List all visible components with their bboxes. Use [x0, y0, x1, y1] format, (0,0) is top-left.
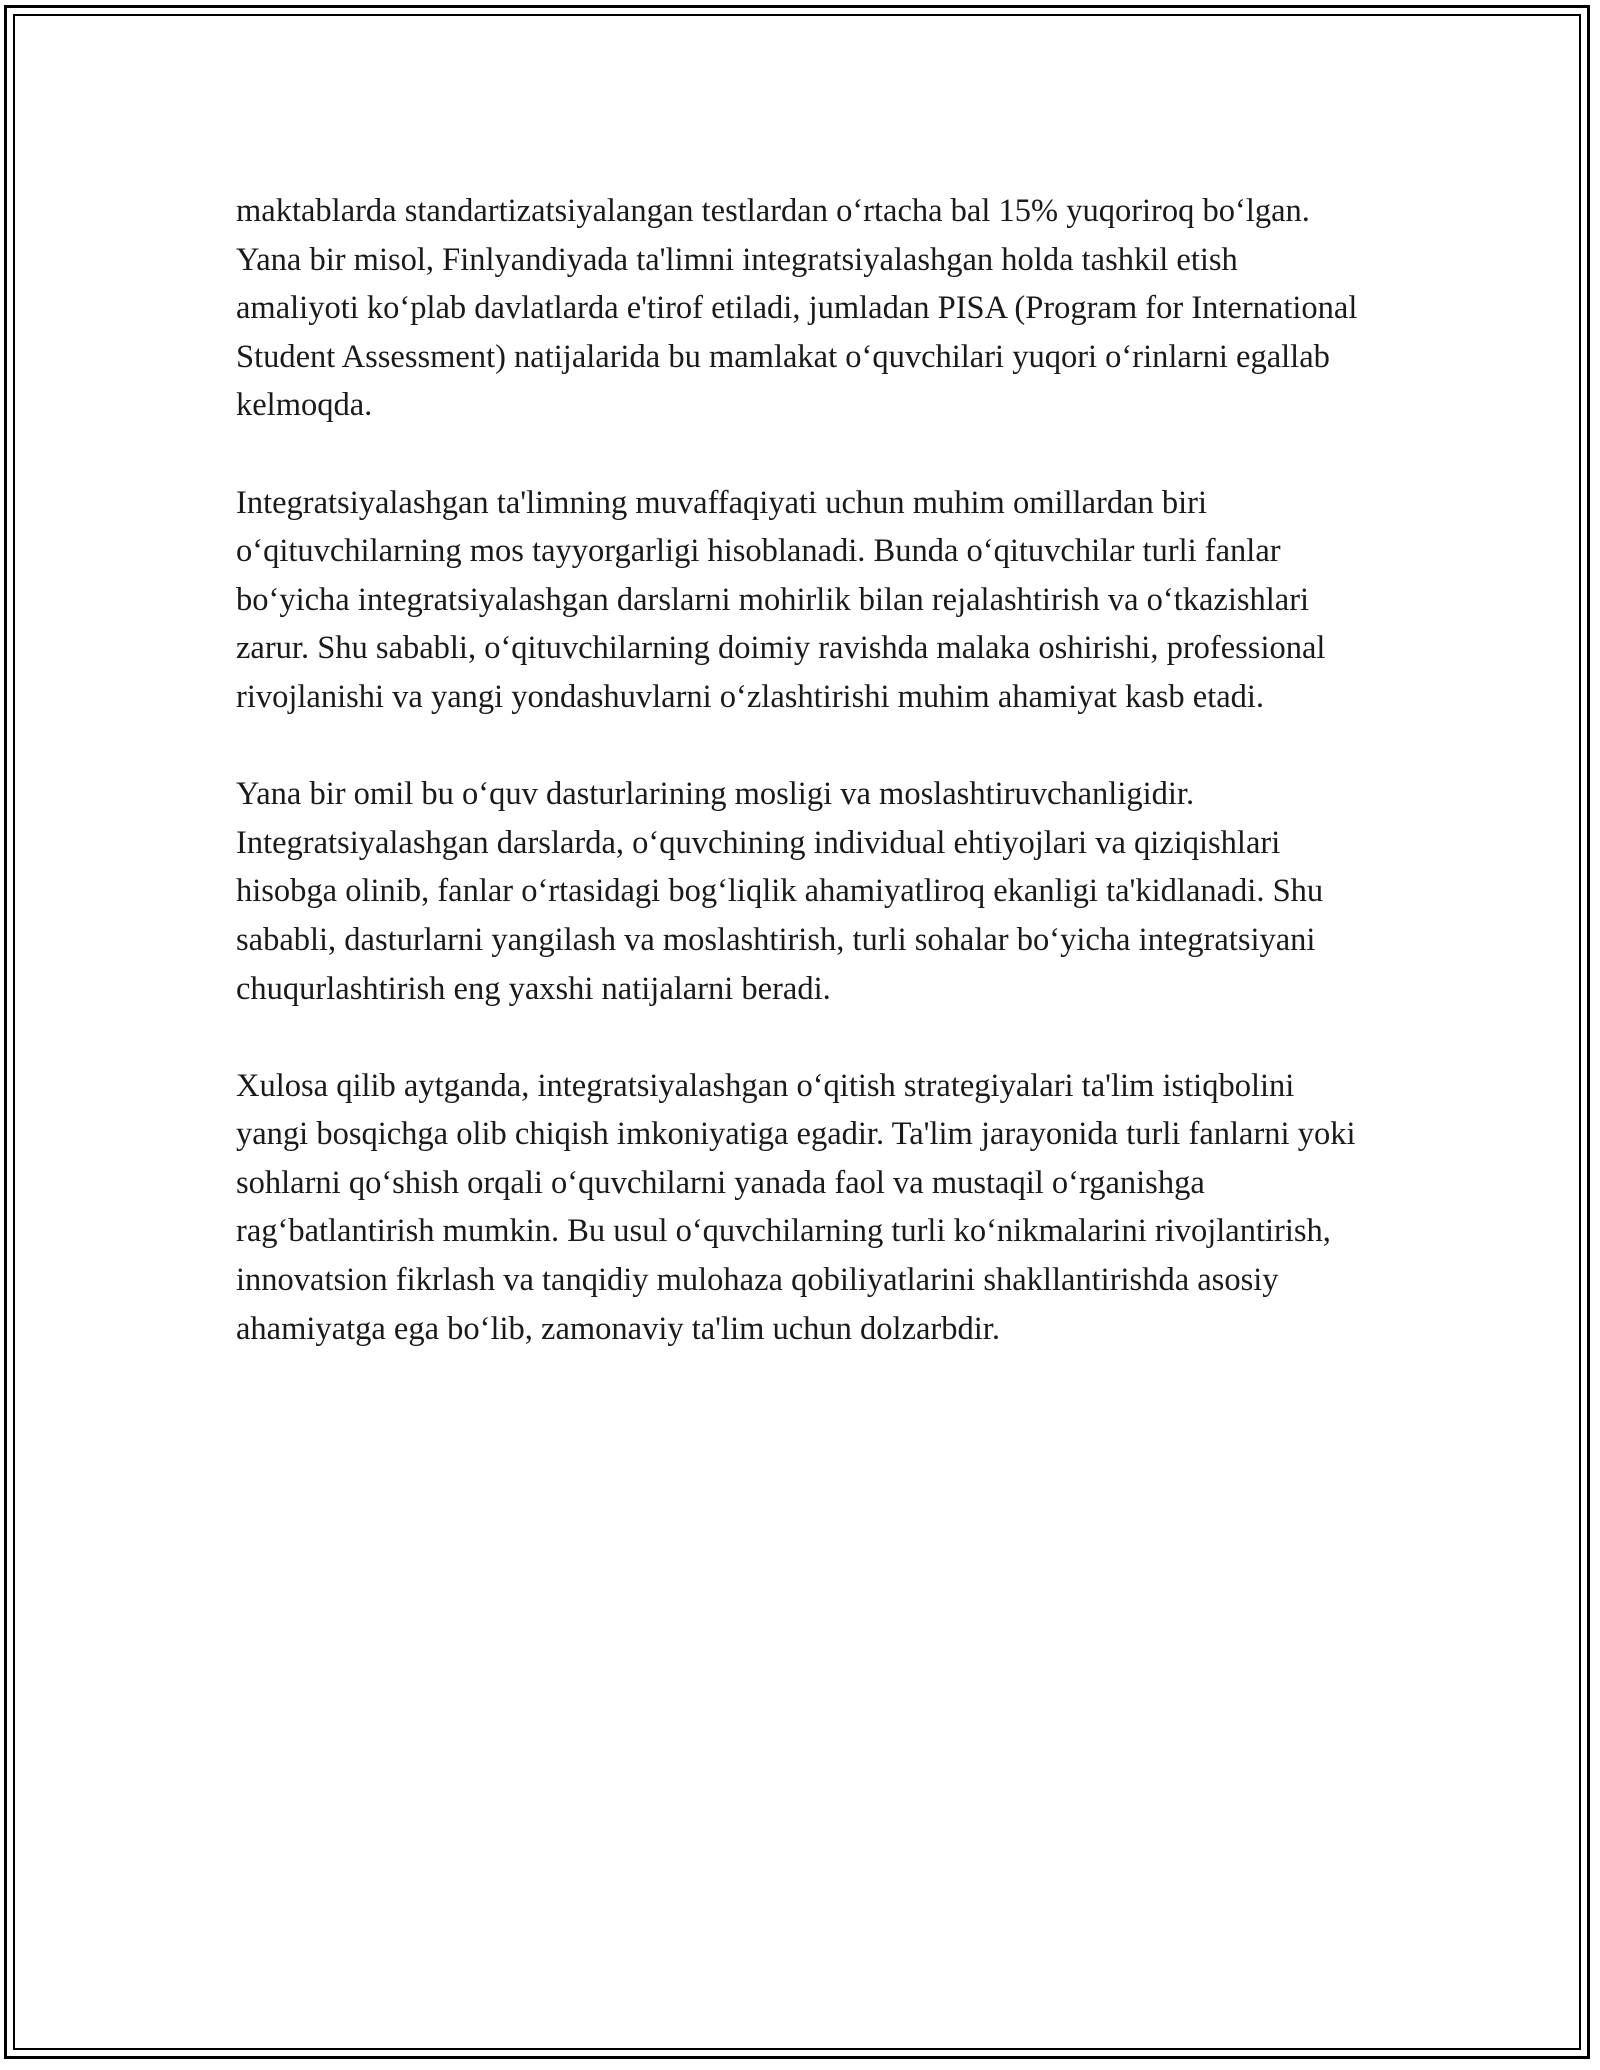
- paragraph-3: Yana bir omil bu o‘quv dasturlarining mosligi va moslashtiruvchanligidir. Integratsiyalashgan darslarda, o‘quvchining individual ehtiyojlari va qiziqishlari hisobga olinib, fanlar o‘rtasidagi bog‘liqlik ahamiyatliroq ekanligi ta'kidlanadi. Shu sababli, dasturlarni yangilash va moslashtirish, turli sohalar bo‘yicha integratsiyani chuqurlashtirish eng yaxshi natijalarni beradi.: [236, 776, 1324, 1007]
- paragraph-4: Xulosa qilib aytganda, integratsiyalashgan o‘qitish strategiyalari ta'lim istiqbolini yangi bosqichga olib chiqish imkoniyatiga egadir. Ta'lim jarayonida turli fanlarni yoki sohlarni qo‘shish orqali o‘quvchilarni yanada faol va mustaqil o‘rganishga rag‘batlantirish mumkin. Bu usul o‘quvchilarning turli ko‘nikmalarini rivojlantirish, innovatsion fikrlash va tanqidiy mulohaza qobiliyatlarini shakllantirishda asosiy ahamiyatga ega bo‘lib, zamonaviy ta'lim uchun dolzarbdir.: [236, 1067, 1356, 1347]
- paragraph-1: maktablarda standartizatsiyalangan testlardan o‘rtacha bal 15% yuqoriroq bo‘lgan. Yana bir misol, Finlyandiyada ta'limni integratsiyalashgan holda tashkil etish amaliyoti ko‘plab davlatlarda e'tirof etiladi, jumladan PISA (Program for International Student Assessment) natijalarida bu mamlakat o‘quvchilari yuqori o‘rinlarni egallab kelmoqda.: [236, 193, 1358, 424]
- document-body: [236, 187, 1366, 1402]
- paragraph-2: Integratsiyalashgan ta'limning muvaffaqiyati uchun muhim omillardan biri o‘qituvchilarning mos tayyorgarligi hisoblanadi. Bunda o‘qituvchilar turli fanlar bo‘yicha integratsiyalashgan darslarni mohirlik bilan rejalashtirish va o‘tkazishlari zarur. Shu sababli, o‘qituvchilarning doimiy ravishda malaka oshirishi, professional rivojlanishi va yangi yondashuvlarni o‘zlashtirishi muhim ahamiyat kasb etadi.: [236, 484, 1326, 715]
